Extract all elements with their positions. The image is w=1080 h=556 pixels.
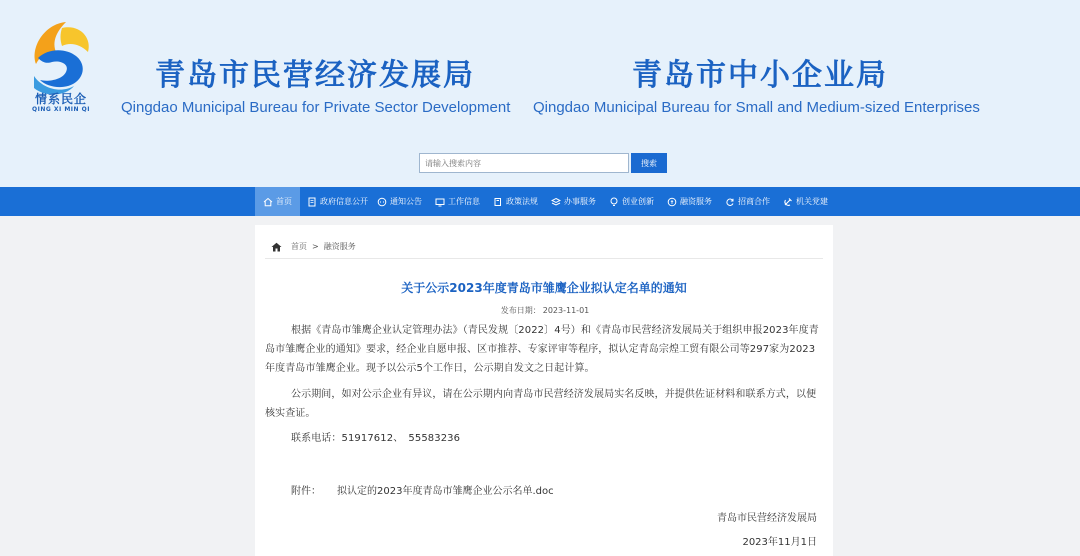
breadcrumb [271,241,356,252]
nav-item-party[interactable] [783,187,828,216]
screen-icon [435,197,445,207]
nav-label: 首页 [276,197,292,206]
publish-date-label: 发布日期： [500,306,541,315]
refresh-icon [725,197,735,207]
nav-label: 机关党建 [796,197,828,206]
document-icon [307,197,317,207]
signature-org: 青岛市民营经济发展局 [717,513,817,524]
nav-item-services[interactable] [551,187,596,216]
org2-english-title: Qingdao Municipal Bureau for Small and Medium-sized Enterprises [533,99,980,116]
publish-date-value: 2023-11-01 [542,306,590,315]
nav-label: 政府信息公开 [320,197,368,206]
site-header [0,0,1080,187]
main-nav [0,187,1080,216]
article-paragraph: 根据《青岛市雏鹰企业认定管理办法》（青民发规〔2022〕4号）和《青岛市民营经济发展局关于组织申报2023年度青岛市雏鹰企业的通知》要求，经企业自愿申报、区市推荐、专家评审等程序，拟认定青岛宗煌工贸有限公司等297家为2023年度青岛市雏鹰企业。现予以公示5个工作日，公示期自发文之日起计算。 [265,325,819,374]
coin-icon [667,197,677,207]
nav-item-policy[interactable] [493,187,538,216]
article-title: 关于公示2023年度青岛市雏鹰企业拟认定名单的通知 [401,281,687,295]
nav-label: 融资服务 [680,197,712,206]
divider [265,258,823,259]
attachment-row [291,482,554,497]
bulb-icon [609,197,619,207]
nav-item-gov-info[interactable] [307,187,368,216]
breadcrumb-separator: > [312,242,319,251]
breadcrumb-home-link[interactable]: 首页 [291,242,307,251]
article-paragraph: 公示期间，如对公示企业有异议，请在公示期内向青岛市民营经济发展局实名反映，并提供佐证材料和联系方式，以便核实查证。 [265,389,817,419]
home-icon [271,242,282,252]
nav-item-notices[interactable] [377,187,422,216]
nav-item-financing[interactable] [667,187,712,216]
breadcrumb-current[interactable]: 融资服务 [323,242,356,251]
logo-pinyin-text: QING XI MIN QI [32,106,90,113]
org2-chinese-title: 青岛市中小企业局 [632,58,888,93]
layers-icon [551,197,561,207]
signature-date: 2023年11月1日 [742,537,817,548]
nav-item-investment[interactable] [725,187,770,216]
nav-label: 创业创新 [622,197,654,206]
home-icon [263,197,273,207]
nav-item-work-info[interactable] [435,187,480,216]
attachment-label: 附件： [291,486,321,497]
book-icon [493,197,503,207]
nav-label: 办事服务 [564,197,596,206]
nav-label: 通知公告 [390,197,422,206]
nav-label: 工作信息 [448,197,480,206]
attachment-link[interactable]: 拟认定的2023年度青岛市雏鹰企业公示名单.doc [337,486,554,497]
search-input[interactable] [419,153,629,173]
search-button[interactable]: 搜索 [631,153,667,173]
publish-date [255,305,833,316]
org1-chinese-title: 青岛市民营经济发展局 [155,58,475,93]
contact-phone: 联系电话：51917612、 55583236 [291,433,461,444]
logo-chinese-text: 情系民企 [34,92,87,106]
nav-label: 政策法规 [506,197,538,206]
article-card [255,225,833,556]
nav-item-innovation[interactable] [609,187,654,216]
org1-english-title: Qingdao Municipal Bureau for Private Sector Development [121,99,511,116]
nav-label: 招商合作 [738,197,770,206]
chat-icon [377,197,387,207]
nav-item-home[interactable] [255,187,300,216]
party-icon [783,197,793,207]
